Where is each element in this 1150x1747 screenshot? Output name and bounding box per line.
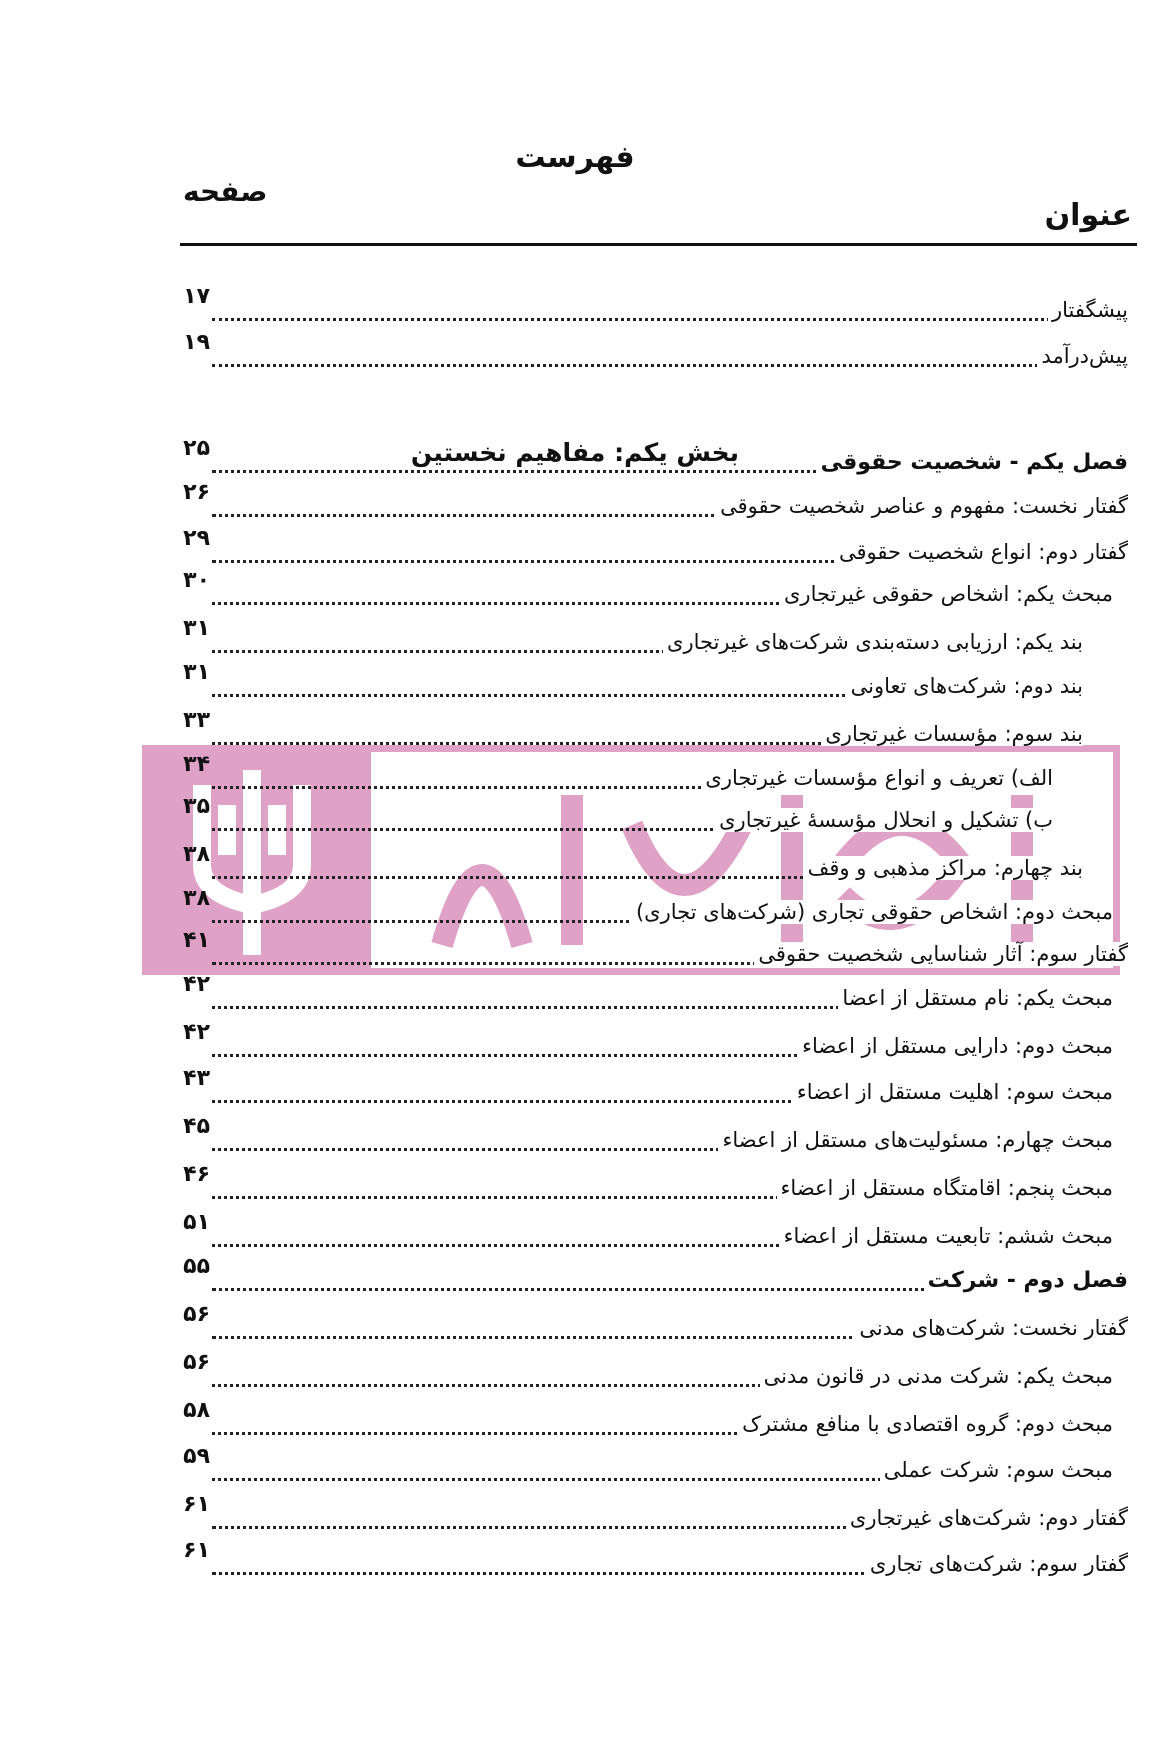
toc-chapter-entry: [150, 436, 1128, 482]
toc-entry: [150, 1444, 1128, 1490]
entry-title: الف) تعریف و انواع مؤسسات غیرتجاری: [701, 766, 1053, 790]
page-number: ۴۵: [183, 1114, 210, 1139]
toc-entry: [150, 616, 1128, 662]
page-number: ۵۹: [183, 1444, 210, 1469]
entry-title: بند دوم: شرکت‌های تعاونی: [847, 674, 1083, 698]
page-number: ۴۶: [183, 1162, 210, 1187]
toc-entry: [150, 842, 1128, 888]
title-column-label: عنوان: [1044, 198, 1132, 233]
page-number: ۱۷: [183, 284, 210, 309]
entry-title: بند یکم: ارزیابی دسته‌بندی شرکت‌های غیرتجاری: [663, 630, 1083, 654]
page-number: ۳۴: [183, 752, 210, 777]
entry-title: فصل یکم - شخصیت حقوقی: [817, 450, 1128, 475]
page-number: ۳۱: [183, 616, 210, 641]
toc-entry: [150, 1020, 1128, 1066]
entry-title: مبحث یکم: اشخاص حقوقی غیرتجاری: [780, 582, 1113, 606]
entry-title: پیش‌درآمد: [1037, 344, 1128, 368]
entry-title: مبحث دوم: گروه اقتصادی با منافع مشترک: [738, 1412, 1113, 1436]
page-number: ۳۰: [183, 568, 210, 593]
page-number: ۳۸: [183, 842, 210, 867]
toc-chapter-entry: [150, 1254, 1128, 1300]
toc-entry: [150, 928, 1128, 974]
page-number: ۵۶: [183, 1350, 210, 1375]
page-number: ۵۸: [183, 1398, 210, 1423]
page-number: ۳۵: [183, 794, 210, 819]
page-number: ۴۲: [183, 972, 210, 997]
entry-title: پیشگفتار: [1048, 298, 1128, 322]
header-divider: [180, 243, 1137, 246]
toc-entry: [150, 972, 1128, 1018]
dot-leader: [212, 318, 1068, 321]
page-number: ۶۱: [183, 1492, 210, 1517]
page-number: ۵۶: [183, 1302, 210, 1327]
page-number: ۶۱: [183, 1538, 210, 1563]
page-number: ۵۱: [183, 1210, 210, 1235]
toc-entry: [150, 794, 1128, 840]
toc-entry: [150, 1302, 1128, 1348]
page-number: ۳۱: [183, 660, 210, 685]
entry-title: مبحث سوم: اهلیت مستقل از اعضاء: [793, 1080, 1113, 1104]
page-number: ۳۳: [183, 708, 210, 733]
entry-title: مبحث دوم: اشخاص حقوقی تجاری (شرکت‌های تجاری): [632, 900, 1113, 924]
entry-title: گفتار دوم: انواع شخصیت حقوقی: [835, 540, 1128, 564]
entry-title: گفتار سوم: شرکت‌های تجاری: [866, 1552, 1128, 1576]
page-number: ۲۵: [183, 436, 210, 461]
toc-entry: [150, 284, 1128, 330]
toc-entry: [150, 1162, 1128, 1208]
toc-entry: [150, 752, 1128, 798]
toc-entry: [150, 1492, 1128, 1538]
page-number: ۱۹: [183, 330, 210, 355]
entry-title: مبحث یکم: نام مستقل از اعضا: [838, 986, 1113, 1010]
dot-leader: [212, 364, 1068, 367]
entry-title: مبحث پنجم: اقامتگاه مستقل از اعضاء: [777, 1176, 1113, 1200]
entry-title: بند سوم: مؤسسات غیرتجاری: [821, 722, 1083, 746]
page-column-label: صفحه: [183, 175, 268, 208]
page-number: ۲۹: [183, 526, 210, 551]
entry-title: گفتار دوم: شرکت‌های غیرتجاری: [846, 1506, 1128, 1530]
toc-entry: [150, 1538, 1128, 1584]
toc-entry: [150, 1114, 1128, 1160]
toc-entry: [150, 1066, 1128, 1112]
entry-title: مبحث چهارم: مسئولیت‌های مستقل از اعضاء: [718, 1128, 1113, 1152]
toc-entry: [150, 1350, 1128, 1396]
toc-entry: [150, 708, 1128, 754]
page-number: ۵۵: [183, 1254, 210, 1279]
page-number: ۴۳: [183, 1066, 210, 1091]
entry-title: گفتار سوم: آثار شناسایی شخصیت حقوقی: [754, 942, 1128, 966]
entry-title: ب) تشکیل و انحلال مؤسسهٔ غیرتجاری: [715, 808, 1053, 832]
page-number: ۴۲: [183, 1020, 210, 1045]
entry-title: گفتار نخست: شرکت‌های مدنی: [855, 1316, 1128, 1340]
toc-entry: [150, 330, 1128, 376]
entry-title: مبحث ششم: تابعیت مستقل از اعضاء: [780, 1224, 1113, 1248]
entry-title: بند چهارم: مراکز مذهبی و وقف: [804, 856, 1083, 880]
page-number: ۴۱: [183, 928, 210, 953]
entry-title: گفتار نخست: مفهوم و عناصر شخصیت حقوقی: [716, 494, 1128, 518]
entry-title: مبحث یکم: شرکت مدنی در قانون مدنی: [760, 1364, 1113, 1388]
toc-entry: [150, 1398, 1128, 1444]
page-title: فهرست: [515, 140, 635, 175]
toc-entry: [150, 526, 1128, 572]
toc-entry: [150, 660, 1128, 706]
toc-entry: [150, 886, 1128, 932]
toc-entry: [150, 568, 1128, 614]
toc-entry: [150, 480, 1128, 526]
part-heading: بخش یکم: مفاهیم نخستین: [410, 438, 740, 467]
entry-title: فصل دوم - شرکت: [924, 1268, 1128, 1293]
entry-title: مبحث سوم: شرکت عملی: [880, 1458, 1113, 1482]
toc-entry: [150, 1210, 1128, 1256]
page-number: ۲۶: [183, 480, 210, 505]
page-number: ۳۸: [183, 886, 210, 911]
entry-title: مبحث دوم: دارایی مستقل از اعضاء: [798, 1034, 1113, 1058]
